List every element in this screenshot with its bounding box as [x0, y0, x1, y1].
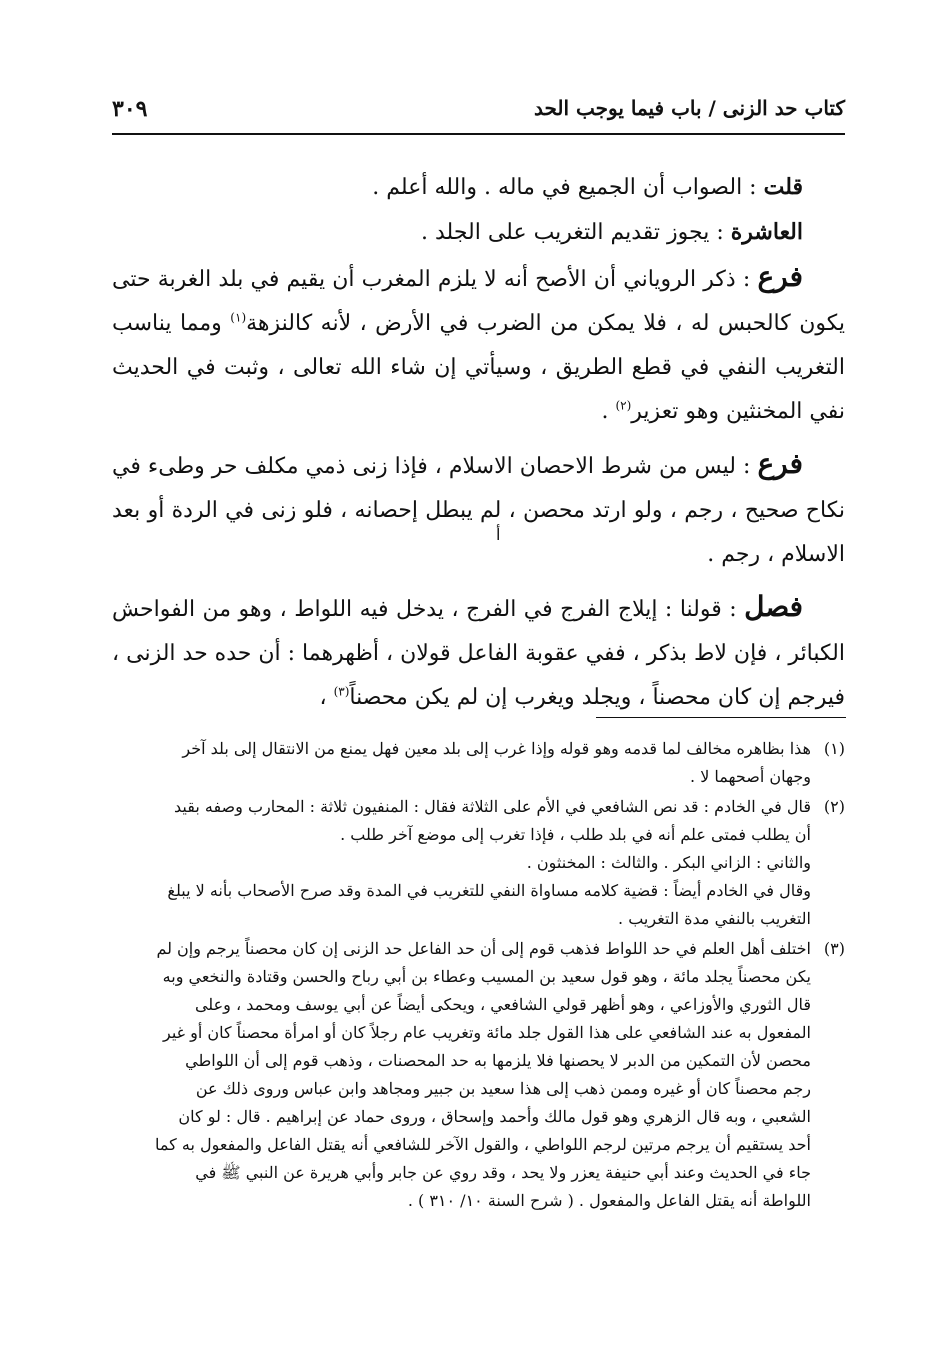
footnote-ref[interactable]: (٣) — [333, 684, 350, 699]
footnote-line: وجهان أصحهما لا . — [690, 767, 811, 786]
footnote-line: قال في الخادم : قد نص الشافعي في الأم على الثلاثة فقال : المنفيون ثلاثة : المحارب وصفه بقيد — [174, 797, 811, 816]
footnote-line: وقال في الخادم أيضاً : قضية كلامه مساواة النفي للتغريب في المدة وقد صرح الأصحاب بأنه لا يبلغ — [167, 881, 811, 900]
footnote-line: المفعول به عند الشافعي على هذا القول جلد مائة وتغريب عام رجلاً كان أو امرأة محصناً كان أو غير — [162, 1023, 811, 1042]
paragraph-lead: فرع — [757, 260, 803, 293]
paragraph-text: . — [601, 399, 616, 424]
paragraph-text: : ذكر الروياني أن الأصح أنه لا يلزم المغرب أن يقيم في بلد الغربة حتى يكون كالحبس له ، فلا يمكن من الضرب في الأرض ، لأنه كالنزهة — [112, 267, 845, 336]
page-header — [112, 96, 845, 126]
stray-mark: أ — [496, 525, 501, 544]
footnote-line: أحد يستقيم أن يرجم مرتين لرجم اللواطي ، والقول الآخر للشافعي أنه يقتل الفاعل والمفعول به كما — [155, 1135, 811, 1154]
footnote-line: الشعبي ، وبه قال الزهري وهو قول مالك وأحمد وإسحاق ، وروى حماد عن إبراهيم . قال : لو كان — [178, 1107, 811, 1126]
paragraph-text: ، — [319, 685, 334, 710]
footnote-line: رجم محصناً كان أو غيره وممن ذهب إلى هذا سعيد بن جبير ومجاهد وابن عباس وروى ذلك عن — [195, 1079, 811, 1098]
paragraph-lead: قلت — [763, 174, 803, 200]
footnote-2 — [112, 793, 845, 933]
header-rule — [112, 133, 845, 135]
footnotes — [112, 735, 845, 1217]
footnote-line: جاء في الحديث وعند أبي حنيفة يعزر ولا يحد ، وقد روي عن جابر وأبي هريرة عن النبي ﷺ في — [195, 1163, 811, 1182]
paragraph-lead: العاشرة — [730, 219, 803, 245]
footnote-line: اختلف أهل العلم في حد اللواط فذهب قوم إلى أن حد الفاعل حد الزنى إن كان محصناً يرجم وإن لم — [156, 939, 811, 958]
paragraph-text: ومما يناسب التغريب النفي في قطع الطريق ، وسيأتي إن شاء الله تعالى ، وثبت في الحديث نفي المخنثين وهو تعزير — [112, 311, 845, 424]
paragraph-far-1 — [112, 255, 845, 434]
paragraph-text: : قولنا : إيلاج الفرج في الفرج ، يدخل فيه اللواط ، وهو من الفواحش الكبائر ، فإن لاط بذكر ، ففي عقوبة الفاعل قولان ، أظهرهما : أن حده حد الزنى ، فيرجم إن كان محصناً ، ويجلد ويغرب إن لم يكن محصناً — [112, 597, 845, 710]
footnote-line: التغريب بالنفي مدة التغريب . — [618, 909, 811, 928]
main-text — [112, 165, 845, 720]
footnote-number: (١) — [823, 739, 845, 758]
paragraph-text: : ليس من شرط الاحصان الاسلام ، فإذا زنى ذمي مكلف حر وطىء في نكاح صحيح ، رجم ، ولو ارتد محصن ، لم يبطل إحصانه ، فلو زنى في الردة أو بعد الاسلام ، رجم . — [112, 454, 845, 567]
paragraph-text: : الصواب أن الجميع في ماله . والله أعلم . — [372, 175, 764, 200]
footnote-3 — [112, 935, 845, 1215]
paragraph-qult — [112, 165, 845, 210]
paragraph-text: : يجوز تقديم التغريب على الجلد . — [421, 220, 731, 245]
footnote-number: (٢) — [823, 797, 845, 816]
paragraph-gap — [112, 434, 845, 442]
footnote-line: هذا بظاهره مخالف لما قدمه وهو قوله وإذا غرب إلى بلد معين فهل يمنع من الانتقال إلى بلد آخر — [182, 739, 811, 758]
footnote-rule — [596, 717, 846, 718]
paragraph-ashira — [112, 210, 845, 255]
page-number: ٣٠٩ — [112, 96, 148, 122]
footnote-ref[interactable]: (١) — [230, 310, 247, 325]
paragraph-gap — [112, 577, 845, 585]
footnote-ref[interactable]: (٢) — [615, 398, 632, 413]
footnote-number: (٣) — [823, 939, 845, 958]
paragraph-far-2 — [112, 442, 845, 577]
paragraph-lead: فرع — [757, 447, 803, 480]
footnote-1 — [112, 735, 845, 791]
paragraph-lead: فصل — [744, 590, 803, 623]
footnote-line: اللواطة أنه يقتل الفاعل والمفعول . ( شرح السنة ١٠/ ٣١٠ ) . — [407, 1191, 811, 1210]
footnote-line: قال الثوري والأوزاعي ، وهو أظهر قولي الشافعي ، ويحكى أيضاً عن أبي يوسف ومحمد ، وعلى — [194, 995, 811, 1014]
footnote-line: والثاني : الزاني البكر . والثالث : المخنثون . — [526, 853, 811, 872]
footnote-line: أن يطلب فمتى علم أنه في بلد طلب ، فإذا تغرب إلى موضع آخر طلب . — [340, 825, 811, 844]
running-title: كتاب حد الزنى / باب فيما يوجب الحد — [533, 96, 845, 120]
footnote-line: يكن محصناً يجلد مائة ، وهو قول سعيد بن المسيب وعطاء بن أبي رباح والحسن وقتادة والنخعي وبه — [162, 967, 811, 986]
footnote-line: محصن لأن التمكين من الدبر لا يحصنها فلا يلزمها به حد المحصنات ، وذهب قوم إلى أن اللواطي — [185, 1051, 811, 1070]
paragraph-fasl — [112, 585, 845, 720]
